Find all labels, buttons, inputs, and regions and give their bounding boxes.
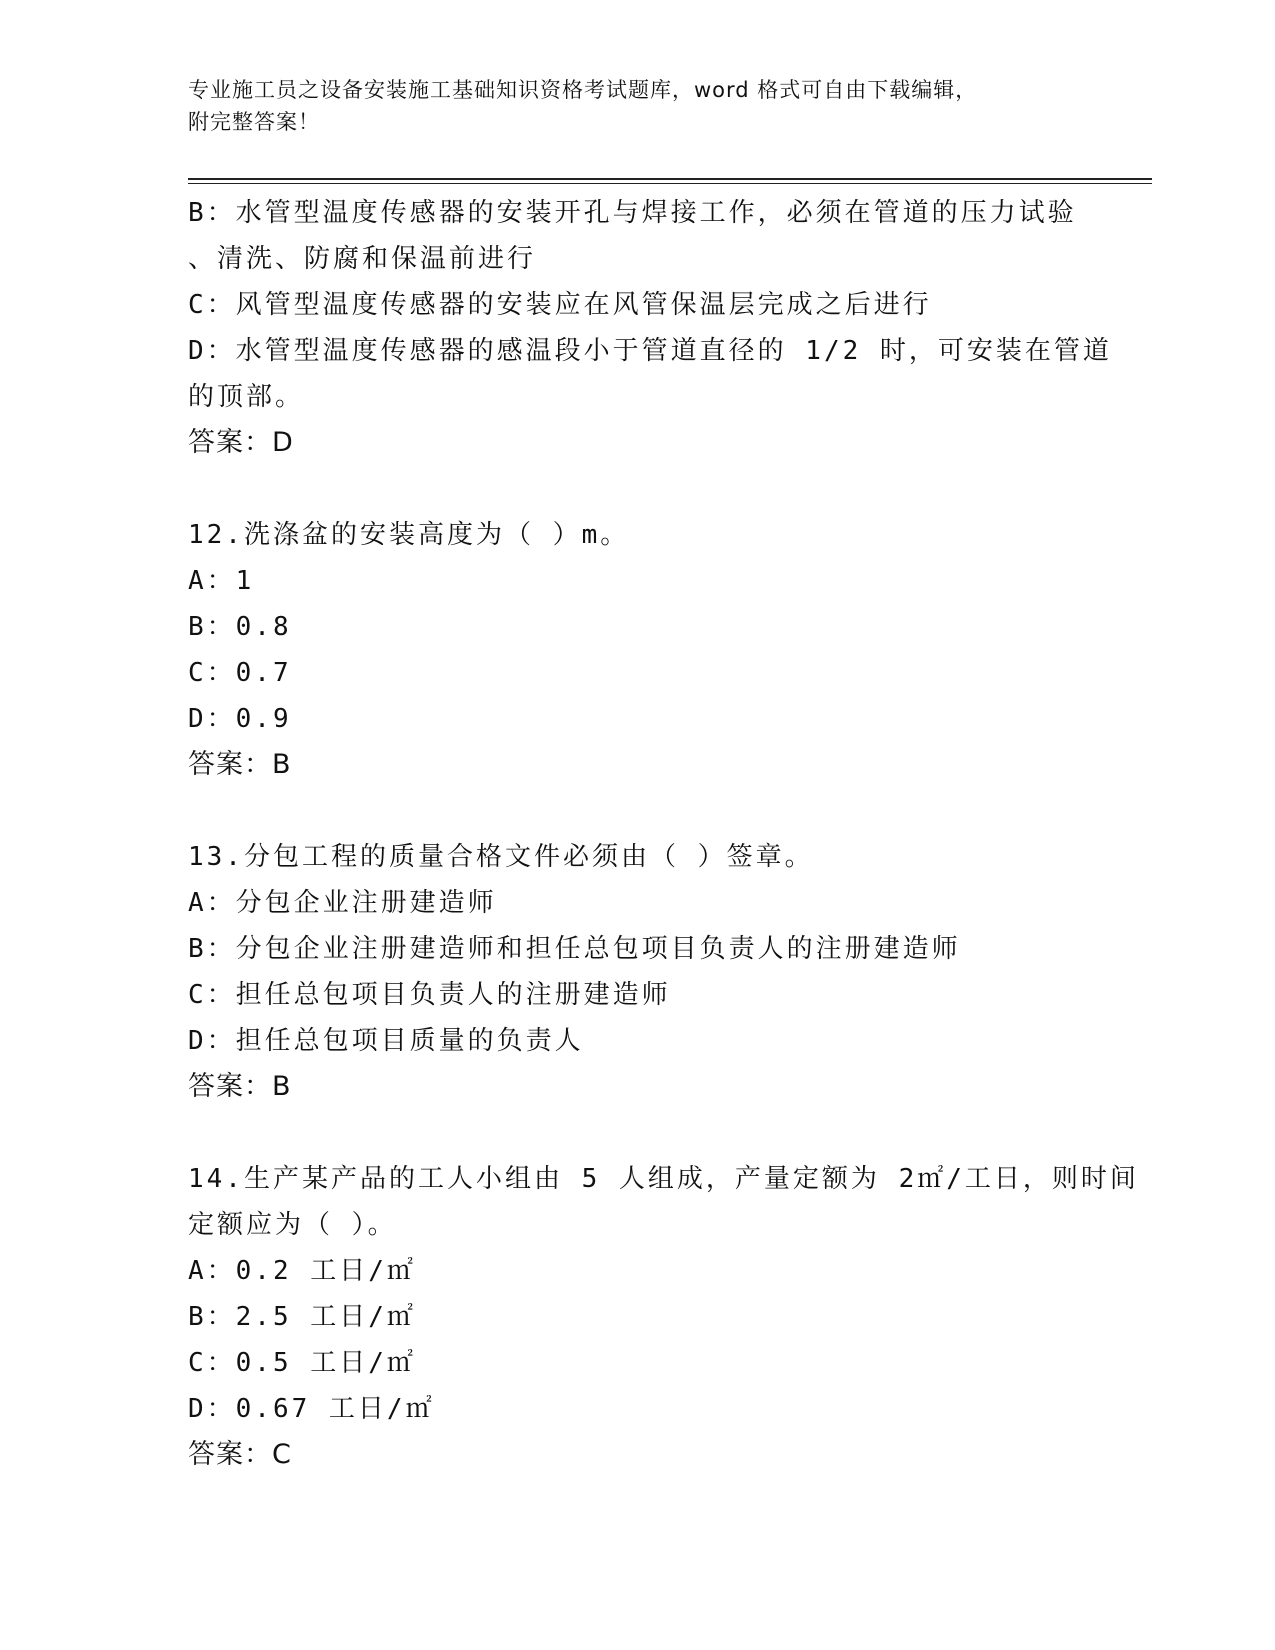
option-d: D：担任总包项目质量的负责人 (188, 1026, 584, 1056)
question-stem-line-1: 14.生产某产品的工人小组由 5 人组成，产量定额为 2㎡/工日，则时间 (188, 1164, 1139, 1194)
option-a: A：分包企业注册建造师 (188, 888, 497, 918)
answer: 答案：B (188, 1071, 292, 1102)
question-12 (188, 512, 1068, 788)
option-c: C：0.7 (188, 658, 292, 688)
header-divider-thin (188, 183, 1152, 184)
option-c: C：风管型温度传感器的安装应在风管保温层完成之后进行 (188, 290, 932, 320)
option-a: A：0.2 工日/㎡ (188, 1256, 416, 1286)
option-d-line-1: D：水管型温度传感器的感温段小于管道直径的 1/2 时，可安装在管道 (188, 336, 1112, 366)
question-11-tail (188, 190, 1112, 466)
question-14 (188, 1156, 1139, 1478)
option-a: A：1 (188, 566, 255, 596)
option-b: B：2.5 工日/㎡ (188, 1302, 416, 1332)
option-c: C：0.5 工日/㎡ (188, 1348, 416, 1378)
spacer (188, 788, 1068, 834)
option-d: D：0.9 (188, 704, 292, 734)
option-c: C：担任总包项目负责人的注册建造师 (188, 980, 671, 1010)
question-stem: 13.分包工程的质量合格文件必须由（ ）签章。 (188, 842, 814, 872)
option-d: D：0.67 工日/㎡ (188, 1394, 435, 1424)
answer: 答案：B (188, 749, 292, 780)
spacer (188, 1110, 1068, 1156)
option-b: B：0.8 (188, 612, 292, 642)
spacer (188, 466, 1068, 512)
document-header (188, 74, 1088, 138)
answer: 答案：D (188, 427, 294, 458)
question-stem: 12.洗涤盆的安装高度为（ ）m。 (188, 520, 630, 550)
option-b: B：分包企业注册建造师和担任总包项目负责人的注册建造师 (188, 934, 961, 964)
question-list (188, 190, 1139, 1478)
option-b-line-2: 、清洗、防腐和保温前进行 (188, 244, 537, 274)
answer: 答案：C (188, 1439, 292, 1470)
header-line-1: 专业施工员之设备安装施工基础知识资格考试题库，word 格式可自由下载编辑， (188, 78, 978, 102)
header-line-2: 附完整答案！ (188, 110, 320, 134)
question-stem-line-2: 定额应为（ ）。 (188, 1210, 397, 1240)
header-divider-thick (188, 178, 1152, 180)
option-b-line-1: B：水管型温度传感器的安装开孔与焊接工作，必须在管道的压力试验 (188, 198, 1077, 228)
option-d-line-2: 的顶部。 (188, 382, 305, 412)
question-13 (188, 834, 1068, 1110)
